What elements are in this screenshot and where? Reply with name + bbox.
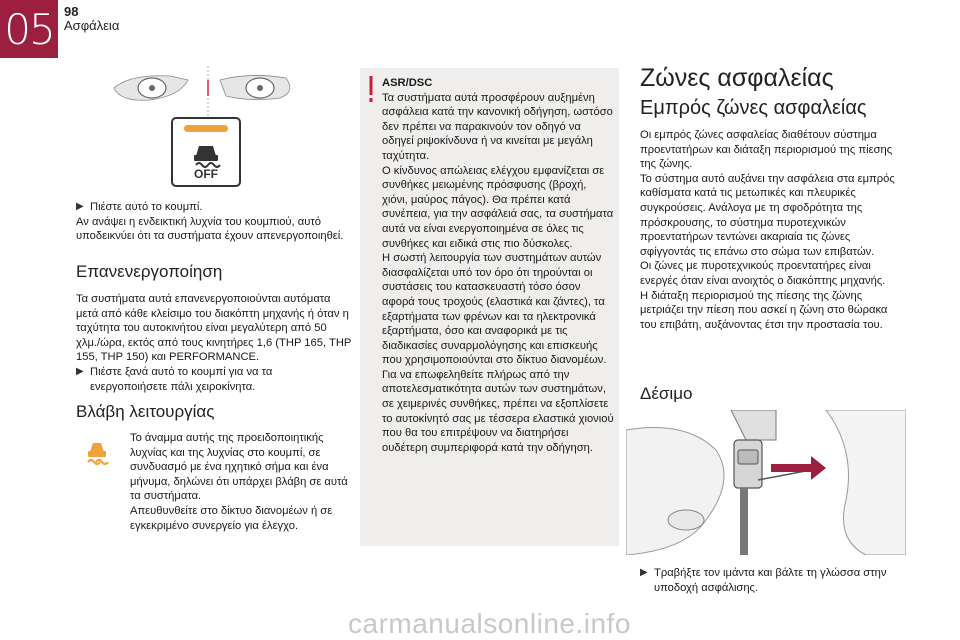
front-seatbelts-heading: Εμπρός ζώνες ασφαλείας bbox=[640, 97, 867, 119]
seatbelts-heading: Ζώνες ασφαλείας bbox=[640, 64, 834, 92]
seatbelt-buckle-illustration bbox=[626, 410, 906, 555]
front-seatbelts-section bbox=[640, 128, 902, 332]
esc-warning-light-icon bbox=[80, 434, 114, 468]
malfunction-section bbox=[130, 431, 348, 533]
bullet-icon: ▶︎ bbox=[76, 201, 84, 212]
reactivation-section bbox=[76, 292, 352, 394]
malfunction-heading: Βλάβη λειτουργίας bbox=[76, 402, 215, 421]
asr-paragraph-2: Ο κίνδυνος απώλειας ελέγχου εμφανίζεται σε συνθήκες μειωμένης πρόσφυσης (βροχή, χιόνι, μαύρος πάγος). Θα πρέπει κατά συνέπεια, για την ασφάλειά σας, τα συστήματα αυτά να είναι ενεργοποιημένα σε όλες τις συνθήκες και ειδικά στις πιο δύσκολες. bbox=[382, 164, 614, 250]
buckle-instructions bbox=[640, 566, 890, 595]
buckle-instruction-item bbox=[640, 566, 890, 595]
press-instruction-text: Πιέστε αυτό το κουμπί. bbox=[90, 201, 203, 213]
asr-dsc-title: ASR/DSC bbox=[382, 77, 433, 89]
esc-off-button[interactable] bbox=[170, 116, 242, 188]
seatbelts-paragraph-2: Το σύστημα αυτό αυξάνει την ασφάλεια στα εμπρός καθίσματα κατά τις μετωπικές και πλευρικές συγκρούσεις. Ανάλογα με τη σφοδρότητα της πρόσκρουσης, το σύστημα πυροτεχνικών προεντατήρων τεντώνει ακαριαία τις ζώνες σφίγγοντάς τις επάνω στο σώμα των επιβατών. bbox=[640, 172, 895, 258]
section-title: Ασφάλεια bbox=[64, 18, 120, 33]
exclamation-icon bbox=[368, 76, 374, 104]
press-instructions bbox=[76, 200, 346, 244]
seatbelts-paragraph-1: Οι εμπρός ζώνες ασφαλείας διαθέτουν σύστημα προεντατήρων και διάταξη περιορισμού της πίεσης της ζώνης. bbox=[640, 129, 893, 171]
reactivation-text: Τα συστήματα αυτά επανενεργοποιούνται αυτόματα μετά από κάθε κλείσιμο του διακόπτη μηχανής ή όταν η ταχύτητα του αυτοκινήτου είναι μεγαλύτερη από 50 χλμ./ώρα, εκτός από τους κινητήρες 1,6 (THP 165, THP 155, THP 150) και PERFORMANCE. bbox=[76, 293, 352, 364]
asr-paragraph-1: Τα συστήματα αυτά προσφέρουν αυξημένη ασφάλεια κατά την κανονική οδήγηση, ωστόσο δεν πρέπει να παρακινούν τον οδηγό να οδηγεί ριψοκίνδυνα ή να κινείται με μεγάλη ταχύτητα. bbox=[382, 91, 613, 162]
watermark: carmanualsonline.info bbox=[348, 608, 631, 639]
locking-heading: Δέσιμο bbox=[640, 384, 693, 403]
reactivation-item bbox=[76, 365, 352, 394]
malfunction-advice: Απευθυνθείτε στο δίκτυο διανομέων ή σε εγκεκριμένο συνεργείο για έλεγχο. bbox=[130, 504, 333, 532]
page-number: 98 bbox=[64, 4, 79, 19]
asr-paragraph-3: Η σωστή λειτουργία των συστημάτων αυτών διασφαλίζεται υπό τον όρο ότι τηρούνται οι συστάσεις του κατασκευαστή τόσο όσον αφορά τους τροχούς (ελαστικά και ζάντες), τα εξαρτήματα των φρένων και τα ηλεκτρονικά εξαρτήματα, όσο και αναφορικά με τις διαδικασίες συναρμολόγησης και επισκευής που χρησιμοποιούνται στο δίκτυο διανομέων. bbox=[382, 252, 607, 367]
malfunction-text: Το άναμμα αυτής της προειδοποιητικής λυχνίας και της λυχνίας στο κουμπί, σε συνδυασμό με ένα ηχητικό σήμα και ένα μήνυμα, δηλώνει ότι υπάρχει βλάβη σε αυτά τα συστήματα. bbox=[130, 432, 348, 503]
press-result-text: Αν ανάψει η ενδεικτική λυχνία του κουμπιού, αυτό υποδεικνύει ότι τα συστήματα έχουν απενεργοποιηθεί. bbox=[76, 215, 344, 243]
seatbelts-paragraph-4: Η διάταξη περιορισμού της πίεσης της ζώνης μετριάζει την πίεση που ασκεί η ζώνη στο θώρακα του επιβάτη, αυξάνοντας έτσι την προστασία του. bbox=[640, 289, 888, 331]
reactivation-heading: Επανενεργοποίηση bbox=[76, 262, 223, 281]
buckle-instruction-text: Τραβήξτε τον ιμάντα και βάλτε τη γλώσσα στην υποδοχή ασφάλισης. bbox=[654, 567, 887, 594]
bullet-icon: ▶︎ bbox=[640, 567, 648, 578]
off-label: OFF bbox=[194, 167, 218, 181]
asr-dsc-note bbox=[382, 76, 614, 455]
asr-paragraph-4: Για να επωφεληθείτε πλήρως από την αποτελεσματικότητα αυτών των συστημάτων, σε χειμερινές συνθήκες, πρέπει να εξοπλίσετε το αυτοκίνητό σας με τέσσερα ελαστικά χιονιού που θα του επιτρέψουν να διατηρήσει ουδέτερη συμπεριφορά κατά την οδήγηση. bbox=[382, 368, 614, 454]
reactivation-bullet-text: Πιέστε ξανά αυτό το κουμπί για να τα ενεργοποιήσετε πάλι χειροκίνητα. bbox=[90, 365, 273, 393]
seatbelts-paragraph-3: Οι ζώνες με πυροτεχνικούς προεντατήρες είναι ενεργές όταν είναι ανοιχτός ο διακόπτης μηχανής. bbox=[640, 260, 886, 287]
chapter-number: 05 bbox=[0, 0, 58, 58]
bullet-icon: ▶︎ bbox=[76, 365, 84, 377]
dashboard-illustration bbox=[110, 66, 300, 122]
press-instruction-item bbox=[76, 200, 346, 215]
